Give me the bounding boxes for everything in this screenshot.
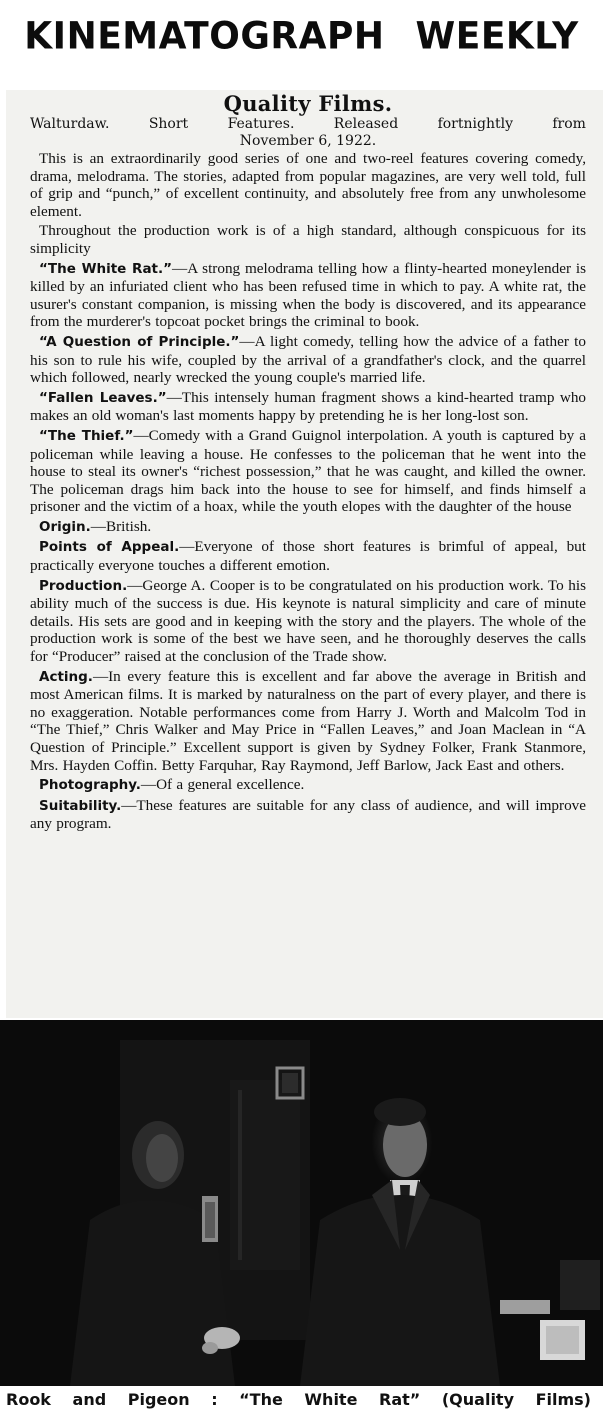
masthead-title: KINEMATOGRAPH WEEKLY: [24, 14, 579, 59]
review-paragraph: [30, 333, 586, 387]
masthead: [0, 0, 603, 90]
paragraph-text: —Comedy with a Grand Guignol interpolation. A youth is captured by a policeman while leaving a house. He confesses to the policeman that he went into the house to steal its owner's “richest possession,” that he was caught, and killed the owner. The policeman drags him back into the house to see for himself, and finds himself a prisoner and the victim of a hoax, while the youth elopes with the daughter of the house: [30, 426, 586, 516]
paragraph-heading: Acting.: [39, 668, 93, 685]
release-frequency: fortnightly: [437, 116, 513, 132]
photo-caption: [0, 1386, 603, 1414]
review-paragraph: [30, 577, 586, 666]
paragraph-heading: “The Thief.”: [39, 427, 134, 444]
paragraph-text: —These features are suitable for any class of audience, and will improve any program.: [30, 796, 586, 833]
film-still-photo: [0, 1020, 603, 1386]
release-date: November 6, 1922.: [239, 133, 377, 149]
paragraph-heading: “Fallen Leaves.”: [39, 389, 167, 406]
paragraph-text: —A light comedy, telling how the advice of a father to his son to rule his wife, coupled by the arrival of a grandfather's clock, and the quarrel which followed, nearly wrecked the young couple's married life.: [30, 332, 586, 387]
review-paragraph: [30, 260, 586, 331]
review-paragraph: [30, 538, 586, 574]
released-word: Released: [333, 116, 399, 132]
paragraph-text: —George A. Cooper is to be congratulated on his production work. To his ability much of the success is due. His keynote is natural simplicity and care of minute details. His sets are good and in keeping with the story and the players. The whole of the production work is some of the best we have seen, and he thoroughly deserves the calls for “Producer” raised at the conclusion of the Trade show.: [30, 576, 586, 666]
paragraph-text: —In every feature this is excellent and far above the average in British and most American films. It is marked by naturalness on the part of every player, and there is no exaggeration. Notable performances come from Harry J. Worth and Malcolm Tod in “The Thief,” Chris Walker and May Price in “Fallen Leaves,” and Joan Maclean in “A Question of Principle.” Excellent support is given by Sydney Folker, Frank Stanmore, Mrs. Hayden Coffin. Betty Farquhar, Ray Raymond, Jeff Barlow, Jack East and others.: [30, 667, 586, 774]
paragraph-text: Throughout the production work is of a high standard, although conspicuous for its simplicity: [30, 222, 586, 257]
review-body: [30, 92, 586, 835]
paragraph-text: —British.: [90, 517, 152, 535]
paragraph-heading: “A Question of Principle.”: [39, 333, 240, 350]
caption-text: Rook and Pigeon : “The White Rat” (Quality Films): [6, 1390, 591, 1409]
paragraph-text: —This intensely human fragment shows a kind-hearted tramp who makes an old woman's last moments happy by pretending he is her long-lost son.: [30, 388, 587, 425]
paragraph-text: —Everyone of those short features is brimful of appeal, but practically everyone touches a different emotion.: [30, 538, 586, 575]
paragraph-heading: Suitability.: [39, 797, 122, 814]
paragraph-text: —Of a general excellence.: [140, 776, 305, 794]
paragraph-heading: Production.: [39, 577, 128, 594]
review-paragraph: [30, 389, 586, 425]
review-paragraph: [30, 150, 586, 220]
review-article: [6, 90, 603, 1018]
review-paragraph: [30, 797, 586, 833]
paragraph-heading: “The White Rat.”: [39, 260, 173, 277]
release-type-2: Features.: [227, 116, 295, 132]
paragraph-text: This is an extraordinarily good series of one and two-reel features covering comedy, drama, melodrama. The stories, adapted from popular magazines, are very well told, full of grip and “punch,” of excellent continuity, and absolutely free from any unwholesome element.: [30, 150, 586, 220]
review-paragraph: [30, 427, 586, 516]
company-title: Quality Films.: [223, 91, 393, 116]
renter-name: Walturdaw.: [30, 116, 110, 132]
review-paragraph: [30, 222, 586, 257]
paragraph-heading: Photography.: [39, 777, 141, 794]
film-still-illustration: [0, 1020, 603, 1386]
from-word: from: [552, 116, 586, 132]
review-paragraph: [30, 668, 586, 775]
paragraph-heading: Points of Appeal.: [39, 539, 180, 556]
release-type: Short: [148, 116, 189, 132]
review-paragraph: [30, 518, 586, 537]
review-paragraph: [30, 776, 586, 795]
paragraph-text: —A strong melodrama telling how a flinty-hearted moneylender is killed by an infuriated client who has been refused time in which to pay. A white rat, the usurer's constant companion, is missing when the body is discovered, and its appearance from the murderer's topcoat pocket brings the criminal to book.: [30, 259, 586, 331]
release-line: [30, 116, 586, 133]
review-paragraphs: [30, 150, 586, 833]
paragraph-heading: Origin.: [39, 518, 91, 535]
